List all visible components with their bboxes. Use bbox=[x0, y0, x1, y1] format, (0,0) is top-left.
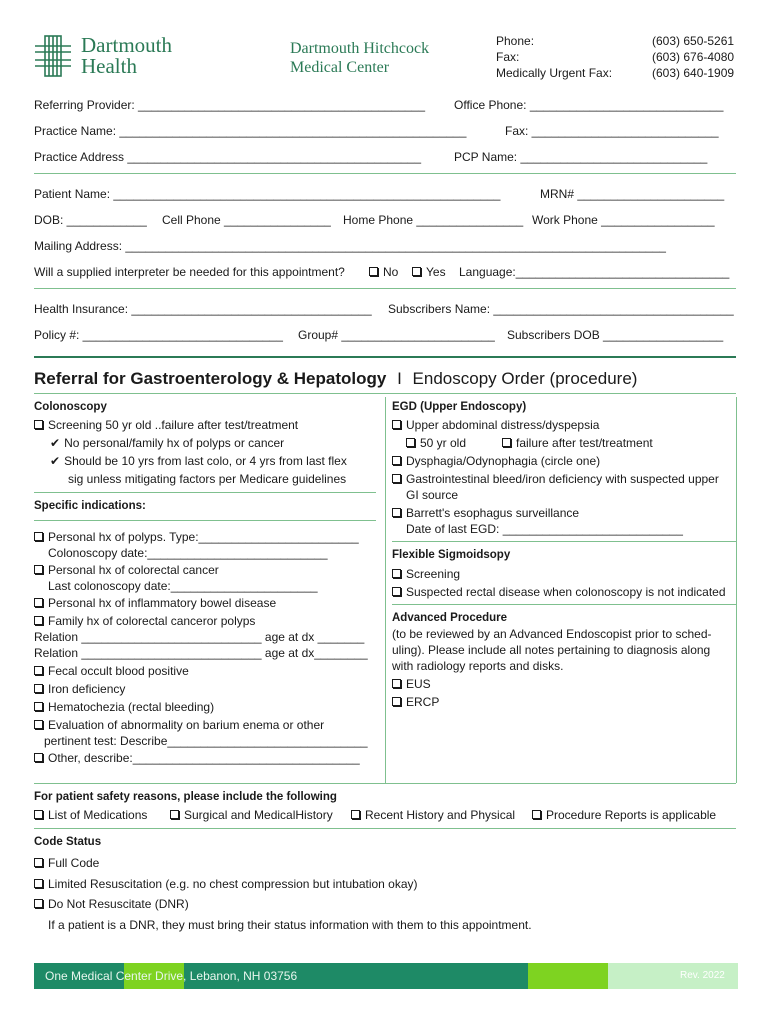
subscribers-dob-field[interactable]: Subscribers DOB __________________ bbox=[507, 328, 724, 342]
logo-line1: Dartmouth bbox=[81, 33, 172, 57]
egd-upper-checkbox[interactable]: Upper abdominal distress/dyspepsia bbox=[392, 418, 599, 432]
medications-checkbox[interactable]: List of Medications bbox=[34, 808, 147, 822]
checkbox-icon bbox=[34, 879, 43, 888]
egd-heading: EGD (Upper Endoscopy) bbox=[392, 401, 527, 413]
divider bbox=[34, 783, 736, 784]
column-divider bbox=[385, 397, 386, 783]
center-name-line2: Medical Center bbox=[290, 59, 390, 76]
divider bbox=[34, 173, 736, 174]
checkbox-icon bbox=[34, 702, 43, 711]
checkmark-icon: ✔ bbox=[50, 454, 61, 468]
crc-checkbox[interactable]: Personal hx of colorectal cancer bbox=[34, 563, 219, 577]
contact-urgent-fax-value: (603) 640-1909 bbox=[652, 66, 735, 80]
mrn-field[interactable]: MRN# ______________________ bbox=[540, 187, 725, 201]
checkbox-icon bbox=[392, 456, 401, 465]
criteria-2: ✔ Should be 10 yrs from last colo, or 4 yrs from last flex bbox=[50, 454, 347, 468]
contact-phone-label: Phone: bbox=[496, 34, 535, 48]
logo-line2: Health bbox=[81, 54, 137, 78]
dnr-note: If a patient is a DNR, they must bring their status information with them to this appointment. bbox=[48, 918, 532, 932]
checkbox-icon bbox=[34, 616, 43, 625]
health-insurance-field[interactable]: Health Insurance: ____________________________________ bbox=[34, 302, 372, 316]
egd-gi-bleed-cont: GI source bbox=[406, 488, 459, 502]
fobt-checkbox[interactable]: Fecal occult blood positive bbox=[34, 664, 189, 678]
office-phone-field[interactable]: Office Phone: _____________________________ bbox=[454, 98, 724, 112]
checkbox-icon bbox=[34, 598, 43, 607]
advanced-desc-3: with radiology reports and disks. bbox=[392, 659, 564, 673]
evaluation-describe-field[interactable]: pertinent test: Describe______________________________ bbox=[44, 734, 368, 748]
full-code-checkbox[interactable]: Full Code bbox=[34, 856, 99, 870]
egd-gi-bleed-checkbox[interactable]: Gastrointestinal bleed/iron deficiency with suspected upper bbox=[392, 472, 719, 486]
dartmouth-health-logo-icon bbox=[33, 34, 73, 78]
checkbox-icon bbox=[532, 810, 541, 819]
checkbox-icon bbox=[392, 474, 401, 483]
other-checkbox[interactable]: Other, describe:__________________________________ bbox=[34, 751, 360, 765]
checkbox-icon bbox=[392, 420, 401, 429]
ercp-checkbox[interactable]: ERCP bbox=[392, 695, 439, 709]
relation-field-2[interactable]: Relation ___________________________ age at dx________ bbox=[34, 646, 368, 660]
checkbox-icon bbox=[34, 858, 43, 867]
checkbox-icon bbox=[34, 684, 43, 693]
divider bbox=[392, 541, 736, 542]
ibd-checkbox[interactable]: Personal hx of inflammatory bowel disease bbox=[34, 596, 276, 610]
divider bbox=[34, 520, 376, 521]
advanced-desc-1: (to be reviewed by an Advanced Endoscopist prior to sched- bbox=[392, 627, 712, 641]
checkbox-icon bbox=[392, 569, 401, 578]
specific-heading: Specific indications: bbox=[34, 500, 146, 512]
cell-phone-field[interactable]: Cell Phone ________________ bbox=[162, 213, 331, 227]
checkbox-icon bbox=[34, 420, 43, 429]
center-name-line1: Dartmouth Hitchcock bbox=[290, 40, 430, 57]
checkmark-icon: ✔ bbox=[50, 436, 61, 450]
contact-fax-value: (603) 676-4080 bbox=[652, 50, 735, 64]
hematochezia-checkbox[interactable]: Hematochezia (rectal bleeding) bbox=[34, 700, 214, 714]
footer-bar-lime-2 bbox=[528, 963, 608, 989]
divider bbox=[392, 604, 736, 605]
checkbox-icon bbox=[34, 810, 43, 819]
work-phone-field[interactable]: Work Phone _________________ bbox=[532, 213, 715, 227]
polyps-date-field[interactable]: Colonoscopy date:___________________________ bbox=[48, 546, 328, 560]
practice-address-field[interactable]: Practice Address ____________________________________________ bbox=[34, 150, 422, 164]
contact-phone-value: (603) 650-5261 bbox=[652, 34, 735, 48]
surgical-history-checkbox[interactable]: Surgical and MedicalHistory bbox=[170, 808, 333, 822]
patient-name-field[interactable]: Patient Name: __________________________________________________________ bbox=[34, 187, 501, 201]
egd-50-checkbox[interactable]: 50 yr old bbox=[406, 436, 466, 450]
interpreter-no-checkbox[interactable]: No bbox=[369, 265, 398, 279]
checkbox-icon bbox=[34, 720, 43, 729]
checkbox-icon bbox=[392, 697, 401, 706]
limited-resuscitation-checkbox[interactable]: Limited Resuscitation (e.g. no chest compression but intubation okay) bbox=[34, 877, 418, 891]
checkbox-icon bbox=[34, 666, 43, 675]
checkbox-icon bbox=[392, 587, 401, 596]
logo bbox=[33, 34, 183, 78]
dnr-checkbox[interactable]: Do Not Resuscitate (DNR) bbox=[34, 897, 189, 911]
iron-checkbox[interactable]: Iron deficiency bbox=[34, 682, 125, 696]
checkbox-icon bbox=[392, 679, 401, 688]
polyps-checkbox[interactable]: Personal hx of polyps. Type:________________________ bbox=[34, 530, 359, 544]
evaluation-checkbox[interactable]: Evaluation of abnormality on barium enema or other bbox=[34, 718, 324, 732]
checkbox-icon bbox=[502, 438, 511, 447]
subscribers-name-field[interactable]: Subscribers Name: ____________________________________ bbox=[388, 302, 734, 316]
page-title: Referral for Gastroenterology & Hepatology I Endoscopy Order (procedure) bbox=[34, 369, 638, 388]
sigmoid-screening-checkbox[interactable]: Screening bbox=[392, 567, 460, 581]
criteria-2-cont: sig unless mitigating factors per Medicare guidelines bbox=[68, 472, 347, 486]
egd-failure-checkbox[interactable]: failure after test/treatment bbox=[502, 436, 653, 450]
footer-address: One Medical Center Drive, Lebanon, NH 03756 bbox=[45, 969, 298, 983]
checkbox-icon bbox=[406, 438, 415, 447]
egd-dysphagia-checkbox[interactable]: Dysphagia/Odynophagia (circle one) bbox=[392, 454, 600, 468]
crc-date-field[interactable]: Last colonoscopy date:______________________ bbox=[48, 579, 318, 593]
procedure-reports-checkbox[interactable]: Procedure Reports is applicable bbox=[532, 808, 716, 822]
section-divider bbox=[34, 356, 736, 358]
checkbox-icon bbox=[34, 753, 43, 762]
group-field[interactable]: Group# _______________________ bbox=[298, 328, 495, 342]
checkbox-icon bbox=[34, 565, 43, 574]
criteria-1: ✔ No personal/family hx of polyps or cancer bbox=[50, 436, 285, 450]
checkbox-icon bbox=[351, 810, 360, 819]
divider bbox=[34, 393, 736, 394]
mailing-address-field[interactable]: Mailing Address: _________________________________________________________________________________ bbox=[34, 239, 666, 253]
divider bbox=[34, 492, 376, 493]
checkbox-icon bbox=[412, 267, 421, 276]
checkbox-icon bbox=[34, 532, 43, 541]
eus-checkbox[interactable]: EUS bbox=[392, 677, 431, 691]
divider bbox=[34, 288, 736, 289]
practice-fax-field[interactable]: Fax: ____________________________ bbox=[505, 124, 719, 138]
egd-barrett-checkbox[interactable]: Barrett's esophagus surveillance bbox=[392, 506, 579, 520]
checkbox-icon bbox=[369, 267, 378, 276]
contact-urgent-fax-label: Medically Urgent Fax: bbox=[496, 66, 613, 80]
home-phone-field[interactable]: Home Phone ________________ bbox=[343, 213, 524, 227]
language-field[interactable]: Language:________________________________ bbox=[459, 265, 730, 279]
advanced-desc-2: uling). Please include all notes pertaining to diagnosis along bbox=[392, 643, 711, 657]
sigmoid-suspected-checkbox[interactable]: Suspected rectal disease when colonoscopy is not indicated bbox=[392, 585, 726, 599]
last-egd-date-field[interactable]: Date of last EGD: ___________________________ bbox=[406, 522, 683, 536]
referring-provider-field[interactable]: Referring Provider: ___________________________________________ bbox=[34, 98, 426, 112]
code-status-heading: Code Status bbox=[34, 836, 102, 848]
checkbox-icon bbox=[34, 899, 43, 908]
pcp-name-field[interactable]: PCP Name: ____________________________ bbox=[454, 150, 708, 164]
interpreter-yes-checkbox[interactable]: Yes bbox=[412, 265, 446, 279]
column-divider bbox=[736, 397, 737, 783]
interpreter-question: Will a supplied interpreter be needed for this appointment? bbox=[34, 265, 345, 279]
advanced-heading: Advanced Procedure bbox=[392, 612, 508, 624]
sigmoid-heading: Flexible Sigmoidsopy bbox=[392, 549, 511, 561]
footer-revision: Rev. 2022 bbox=[680, 970, 725, 981]
checkbox-icon bbox=[392, 508, 401, 517]
relation-field-1[interactable]: Relation ___________________________ age at dx _______ bbox=[34, 630, 365, 644]
family-checkbox[interactable]: Family hx of colorectal canceror polyps bbox=[34, 614, 255, 628]
colonoscopy-screening-checkbox[interactable]: Screening 50 yr old ..failure after test/treatment bbox=[34, 418, 298, 432]
contact-fax-label: Fax: bbox=[496, 50, 520, 64]
colonoscopy-heading: Colonoscopy bbox=[34, 401, 107, 413]
dob-field[interactable]: DOB: ____________ bbox=[34, 213, 147, 227]
safety-heading: For patient safety reasons, please include the following bbox=[34, 791, 337, 803]
policy-field[interactable]: Policy #: ______________________________ bbox=[34, 328, 283, 342]
recent-history-checkbox[interactable]: Recent History and Physical bbox=[351, 808, 515, 822]
checkbox-icon bbox=[170, 810, 179, 819]
practice-name-field[interactable]: Practice Name: ____________________________________________________ bbox=[34, 124, 467, 138]
divider bbox=[34, 828, 736, 829]
